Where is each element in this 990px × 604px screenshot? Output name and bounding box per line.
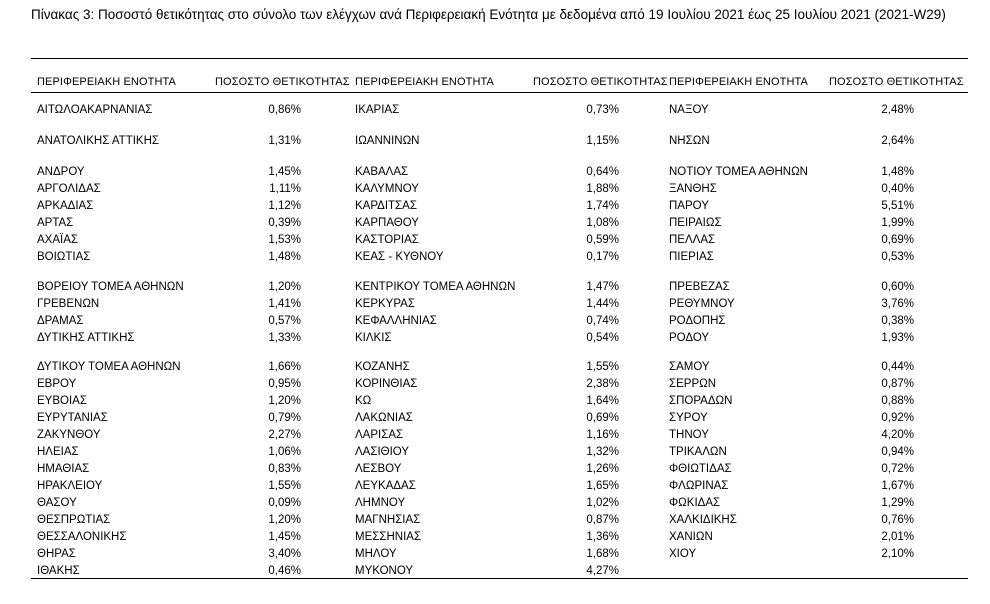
table-row xyxy=(355,463,619,480)
positivity-value: 1,68% xyxy=(586,548,619,560)
column-header-region: ΠΕΡΙΦΕΡΕΙΑΚΗ ΕΝΟΤΗΤΑ xyxy=(669,76,808,88)
positivity-value: 1,65% xyxy=(586,480,619,492)
positivity-value: 0,94% xyxy=(881,446,914,458)
region-name: ΛΗΜΝΟΥ xyxy=(355,497,406,509)
region-name: ΜΕΣΣΗΝΙΑΣ xyxy=(355,531,422,543)
positivity-value: 0,59% xyxy=(586,234,619,246)
table-row xyxy=(355,395,619,412)
positivity-value: 1,88% xyxy=(586,183,619,195)
positivity-value: 3,76% xyxy=(881,298,914,310)
header-rule xyxy=(31,92,968,93)
column-header-region: ΠΕΡΙΦΕΡΕΙΑΚΗ ΕΝΟΤΗΤΑ xyxy=(355,76,494,88)
table-row xyxy=(37,315,301,332)
region-name: ΤΡΙΚΑΛΩΝ xyxy=(669,446,727,458)
table-row xyxy=(37,480,301,497)
table-row xyxy=(669,548,914,565)
positivity-value: 1,20% xyxy=(268,281,301,293)
table-row xyxy=(355,298,619,315)
region-name: ΑΧΑΪΑΣ xyxy=(37,234,78,246)
positivity-value: 1,45% xyxy=(268,531,301,543)
table-row xyxy=(37,463,301,480)
table-row xyxy=(355,135,619,152)
table-row xyxy=(669,497,914,514)
region-name: ΘΕΣΠΡΩΤΙΑΣ xyxy=(37,514,111,526)
table-row xyxy=(669,135,914,152)
region-name: ΡΕΘΥΜΝΟΥ xyxy=(669,298,735,310)
region-name: ΗΜΑΘΙΑΣ xyxy=(37,463,90,475)
positivity-value: 3,40% xyxy=(268,548,301,560)
region-name: ΑΙΤΩΛΟΑΚΑΡΝΑΝΙΑΣ xyxy=(37,104,153,116)
table-row xyxy=(37,217,301,234)
table-row xyxy=(355,361,619,378)
positivity-value: 1,11% xyxy=(269,183,301,195)
positivity-value: 1,64% xyxy=(586,395,619,407)
table-row xyxy=(669,298,914,315)
positivity-value: 0,88% xyxy=(881,395,914,407)
table-row xyxy=(37,332,301,349)
table-row xyxy=(37,395,301,412)
table-row xyxy=(669,234,914,251)
positivity-value: 1,31% xyxy=(268,135,301,147)
region-name: ΠΕΙΡΑΙΩΣ xyxy=(669,217,722,229)
positivity-value: 1,16% xyxy=(586,429,619,441)
region-name: ΖΑΚΥΝΘΟΥ xyxy=(37,429,101,441)
table-row xyxy=(669,361,914,378)
region-name: ΞΑΝΘΗΣ xyxy=(669,183,717,195)
positivity-value: 0,39% xyxy=(268,217,301,229)
region-name: ΚΑΒΑΛΑΣ xyxy=(355,166,409,178)
table-row xyxy=(669,104,914,121)
region-name: ΠΡΕΒΕΖΑΣ xyxy=(669,281,730,293)
positivity-value: 0,46% xyxy=(268,565,301,577)
table-row xyxy=(669,429,914,446)
region-name: ΘΗΡΑΣ xyxy=(37,548,76,560)
table-row xyxy=(37,298,301,315)
table-row xyxy=(37,412,301,429)
table-row xyxy=(669,183,914,200)
positivity-value: 0,44% xyxy=(881,361,914,373)
table-row xyxy=(355,548,619,565)
column-header-positivity: ΠΟΣΟΣΤΟ ΘΕΤΙΚΟΤΗΤΑΣ xyxy=(215,76,350,88)
table-row xyxy=(355,531,619,548)
table-row xyxy=(37,361,301,378)
region-name: ΝΗΣΩΝ xyxy=(669,135,710,147)
table-row xyxy=(37,565,301,582)
table-row xyxy=(355,104,619,121)
positivity-value: 1,36% xyxy=(586,531,619,543)
table-row xyxy=(669,315,914,332)
region-name: ΗΡΑΚΛΕΙΟΥ xyxy=(37,480,103,492)
positivity-value: 0,57% xyxy=(268,315,301,327)
region-name: ΗΛΕΙΑΣ xyxy=(37,446,79,458)
positivity-value: 0,87% xyxy=(881,378,914,390)
table-row xyxy=(37,166,301,183)
table-row xyxy=(355,315,619,332)
positivity-value: 0,54% xyxy=(586,332,619,344)
positivity-value: 2,27% xyxy=(268,429,301,441)
region-name: ΕΒΡΟΥ xyxy=(37,378,77,390)
region-name: ΦΘΙΩΤΙΔΑΣ xyxy=(669,463,732,475)
table-row xyxy=(355,480,619,497)
table-row xyxy=(669,217,914,234)
positivity-value: 0,64% xyxy=(586,166,619,178)
table-row xyxy=(669,251,914,268)
table-row xyxy=(37,429,301,446)
region-name: ΑΡΓΟΛΙΔΑΣ xyxy=(37,183,101,195)
positivity-value: 2,48% xyxy=(881,104,914,116)
positivity-value: 1,45% xyxy=(268,166,301,178)
positivity-value: 1,99% xyxy=(881,217,914,229)
region-name: ΝΟΤΙΟΥ ΤΟΜΕΑ ΑΘΗΝΩΝ xyxy=(669,166,808,178)
positivity-value: 0,79% xyxy=(268,412,301,424)
table-row xyxy=(37,281,301,298)
region-name: ΦΩΚΙΔΑΣ xyxy=(669,497,721,509)
region-name: ΧΑΛΚΙΔΙΚΗΣ xyxy=(669,514,737,526)
region-name: ΚΙΛΚΙΣ xyxy=(355,332,392,344)
table-row xyxy=(669,463,914,480)
region-name: ΚΑΛΥΜΝΟΥ xyxy=(355,183,419,195)
positivity-value: 0,74% xyxy=(586,315,619,327)
table-row xyxy=(669,446,914,463)
positivity-value: 2,10% xyxy=(881,548,914,560)
table-caption: Πίνακας 3: Ποσοστό θετικότητας στο σύνολο των ελέγχων ανά Περιφερειακή Ενότητα με δεδομένα από 19 Ιουλίου 2021 έως 25 Ιουλίου 2021 (2021-W29) xyxy=(31,7,946,22)
table-row xyxy=(355,166,619,183)
table-row xyxy=(37,548,301,565)
region-name: ΤΗΝΟΥ xyxy=(669,429,709,441)
region-name: ΑΡΚΑΔΙΑΣ xyxy=(37,200,94,212)
positivity-value: 1,66% xyxy=(268,361,301,373)
table-row xyxy=(37,234,301,251)
table-row xyxy=(355,429,619,446)
positivity-value: 2,64% xyxy=(881,135,914,147)
region-name: ΓΡΕΒΕΝΩΝ xyxy=(37,298,100,310)
positivity-value: 1,74% xyxy=(586,200,619,212)
positivity-value: 1,41% xyxy=(268,298,301,310)
table-row xyxy=(669,480,914,497)
table-row xyxy=(355,332,619,349)
positivity-value: 0,86% xyxy=(268,104,301,116)
region-name: ΚΕΦΑΛΛΗΝΙΑΣ xyxy=(355,315,437,327)
region-name: ΣΥΡΟΥ xyxy=(669,412,708,424)
positivity-value: 1,48% xyxy=(268,251,301,263)
table-row xyxy=(355,412,619,429)
column-header-positivity: ΠΟΣΟΣΤΟ ΘΕΤΙΚΟΤΗΤΑΣ xyxy=(533,76,668,88)
positivity-value: 4,27% xyxy=(586,565,619,577)
table-row xyxy=(37,104,301,121)
positivity-value: 1,44% xyxy=(586,298,619,310)
region-name: ΣΑΜΟΥ xyxy=(669,361,710,373)
table-row xyxy=(37,378,301,395)
table-row xyxy=(37,200,301,217)
region-name: ΕΥΡΥΤΑΝΙΑΣ xyxy=(37,412,108,424)
table-row xyxy=(355,565,619,582)
region-name: ΦΛΩΡΙΝΑΣ xyxy=(669,480,729,492)
positivity-value: 0,92% xyxy=(881,412,914,424)
positivity-value: 1,29% xyxy=(881,497,914,509)
positivity-value: 1,20% xyxy=(268,395,301,407)
positivity-value: 0,09% xyxy=(268,497,301,509)
region-name: ΡΟΔΟΠΗΣ xyxy=(669,315,726,327)
table-row xyxy=(355,446,619,463)
table-row xyxy=(669,378,914,395)
table-row xyxy=(355,378,619,395)
table-row xyxy=(669,281,914,298)
positivity-value: 4,20% xyxy=(881,429,914,441)
table-row xyxy=(669,412,914,429)
table-row xyxy=(37,446,301,463)
table-row xyxy=(37,183,301,200)
positivity-value: 1,32% xyxy=(586,446,619,458)
region-name: ΚΟΡΙΝΘΙΑΣ xyxy=(355,378,418,390)
region-name: ΙΩΑΝΝΙΝΩΝ xyxy=(355,135,420,147)
positivity-value: 0,53% xyxy=(881,251,914,263)
region-name: ΛΕΣΒΟΥ xyxy=(355,463,402,475)
positivity-value: 1,15% xyxy=(586,135,619,147)
region-name: ΚΑΣΤΟΡΙΑΣ xyxy=(355,234,419,246)
positivity-value: 1,33% xyxy=(268,332,301,344)
region-name: ΘΑΣΟΥ xyxy=(37,497,77,509)
region-name: ΕΥΒΟΙΑΣ xyxy=(37,395,87,407)
table-row xyxy=(355,217,619,234)
region-name: ΜΥΚΟΝΟΥ xyxy=(355,565,414,577)
region-name: ΑΝΔΡΟΥ xyxy=(37,166,85,178)
table-row xyxy=(355,497,619,514)
region-name: ΠΙΕΡΙΑΣ xyxy=(669,251,714,263)
positivity-value: 1,93% xyxy=(881,332,914,344)
region-name: ΘΕΣΣΑΛΟΝΙΚΗΣ xyxy=(37,531,127,543)
region-name: ΛΕΥΚΑΔΑΣ xyxy=(355,480,416,492)
positivity-value: 0,76% xyxy=(881,514,914,526)
positivity-value: 1,02% xyxy=(586,497,619,509)
region-name: ΒΟΙΩΤΙΑΣ xyxy=(37,251,91,263)
region-name: ΛΑΚΩΝΙΑΣ xyxy=(355,412,413,424)
region-name: ΑΝΑΤΟΛΙΚΗΣ ΑΤΤΙΚΗΣ xyxy=(37,135,160,147)
table-row xyxy=(37,531,301,548)
region-name: ΔΡΑΜΑΣ xyxy=(37,315,84,327)
region-name: ΠΑΡΟΥ xyxy=(669,200,709,212)
top-rule xyxy=(31,58,968,59)
positivity-value: 0,17% xyxy=(586,251,619,263)
table-row xyxy=(37,135,301,152)
region-name: ΡΟΔΟΥ xyxy=(669,332,710,344)
positivity-value: 1,47% xyxy=(586,281,619,293)
table-row xyxy=(355,251,619,268)
positivity-value: 1,55% xyxy=(268,480,301,492)
region-name: ΚΕΝΤΡΙΚΟΥ ΤΟΜΕΑ ΑΘΗΝΩΝ xyxy=(355,281,516,293)
positivity-value: 0,83% xyxy=(268,463,301,475)
region-name: ΔΥΤΙΚΗΣ ΑΤΤΙΚΗΣ xyxy=(37,332,135,344)
region-name: ΙΚΑΡΙΑΣ xyxy=(355,104,400,116)
positivity-value: 1,08% xyxy=(586,217,619,229)
positivity-value: 0,69% xyxy=(586,412,619,424)
column-header-region: ΠΕΡΙΦΕΡΕΙΑΚΗ ΕΝΟΤΗΤΑ xyxy=(37,76,176,88)
positivity-value: 1,12% xyxy=(268,200,301,212)
table-row xyxy=(355,200,619,217)
table-row xyxy=(669,531,914,548)
table-row xyxy=(669,166,914,183)
region-name: ΠΕΛΛΑΣ xyxy=(669,234,716,246)
positivity-value: 0,69% xyxy=(881,234,914,246)
region-name: ΙΘΑΚΗΣ xyxy=(37,565,80,577)
table-row xyxy=(37,514,301,531)
positivity-value: 1,26% xyxy=(586,463,619,475)
region-name: ΜΗΛΟΥ xyxy=(355,548,397,560)
region-name: ΒΟΡΕΙΟΥ ΤΟΜΕΑ ΑΘΗΝΩΝ xyxy=(37,281,184,293)
positivity-value: 1,06% xyxy=(268,446,301,458)
region-name: ΚΕΑΣ - ΚΥΘΝΟΥ xyxy=(355,251,444,263)
region-name: ΣΕΡΡΩΝ xyxy=(669,378,717,390)
region-name: ΧΙΟΥ xyxy=(669,548,697,560)
positivity-value: 0,73% xyxy=(586,104,619,116)
table-row xyxy=(669,514,914,531)
positivity-value: 2,01% xyxy=(881,531,914,543)
positivity-value: 1,55% xyxy=(586,361,619,373)
positivity-value: 0,38% xyxy=(881,315,914,327)
table-row xyxy=(355,281,619,298)
table-row xyxy=(37,251,301,268)
table-row xyxy=(669,332,914,349)
region-name: ΝΑΞΟΥ xyxy=(669,104,709,116)
table-row xyxy=(669,200,914,217)
positivity-value: 1,20% xyxy=(268,514,301,526)
positivity-value: 0,87% xyxy=(586,514,619,526)
positivity-value: 0,72% xyxy=(881,463,914,475)
positivity-value: 0,60% xyxy=(881,281,914,293)
table-row xyxy=(37,497,301,514)
table-row xyxy=(355,514,619,531)
table-row xyxy=(355,234,619,251)
region-name: ΧΑΝΙΩΝ xyxy=(669,531,713,543)
region-name: ΚΟΖΑΝΗΣ xyxy=(355,361,410,373)
region-name: ΚΑΡΠΑΘΟΥ xyxy=(355,217,419,229)
region-name: ΣΠΟΡΑΔΩΝ xyxy=(669,395,733,407)
positivity-value: 2,38% xyxy=(586,378,619,390)
region-name: ΛΑΣΙΘΙΟΥ xyxy=(355,446,410,458)
region-name: ΛΑΡΙΣΑΣ xyxy=(355,429,404,441)
positivity-value: 5,51% xyxy=(881,200,914,212)
region-name: ΑΡΤΑΣ xyxy=(37,217,74,229)
positivity-value: 1,53% xyxy=(268,234,301,246)
region-name: ΚΑΡΔΙΤΣΑΣ xyxy=(355,200,417,212)
table-row xyxy=(355,183,619,200)
region-name: ΚΕΡΚΥΡΑΣ xyxy=(355,298,415,310)
column-header-positivity: ΠΟΣΟΣΤΟ ΘΕΤΙΚΟΤΗΤΑΣ xyxy=(829,76,964,88)
region-name: ΚΩ xyxy=(355,395,372,407)
positivity-value: 1,48% xyxy=(881,166,914,178)
positivity-value: 0,95% xyxy=(268,378,301,390)
table-row xyxy=(669,395,914,412)
positivity-value: 0,40% xyxy=(881,183,914,195)
positivity-value: 1,67% xyxy=(881,480,914,492)
region-name: ΜΑΓΝΗΣΙΑΣ xyxy=(355,514,421,526)
region-name: ΔΥΤΙΚΟΥ ΤΟΜΕΑ ΑΘΗΝΩΝ xyxy=(37,361,181,373)
